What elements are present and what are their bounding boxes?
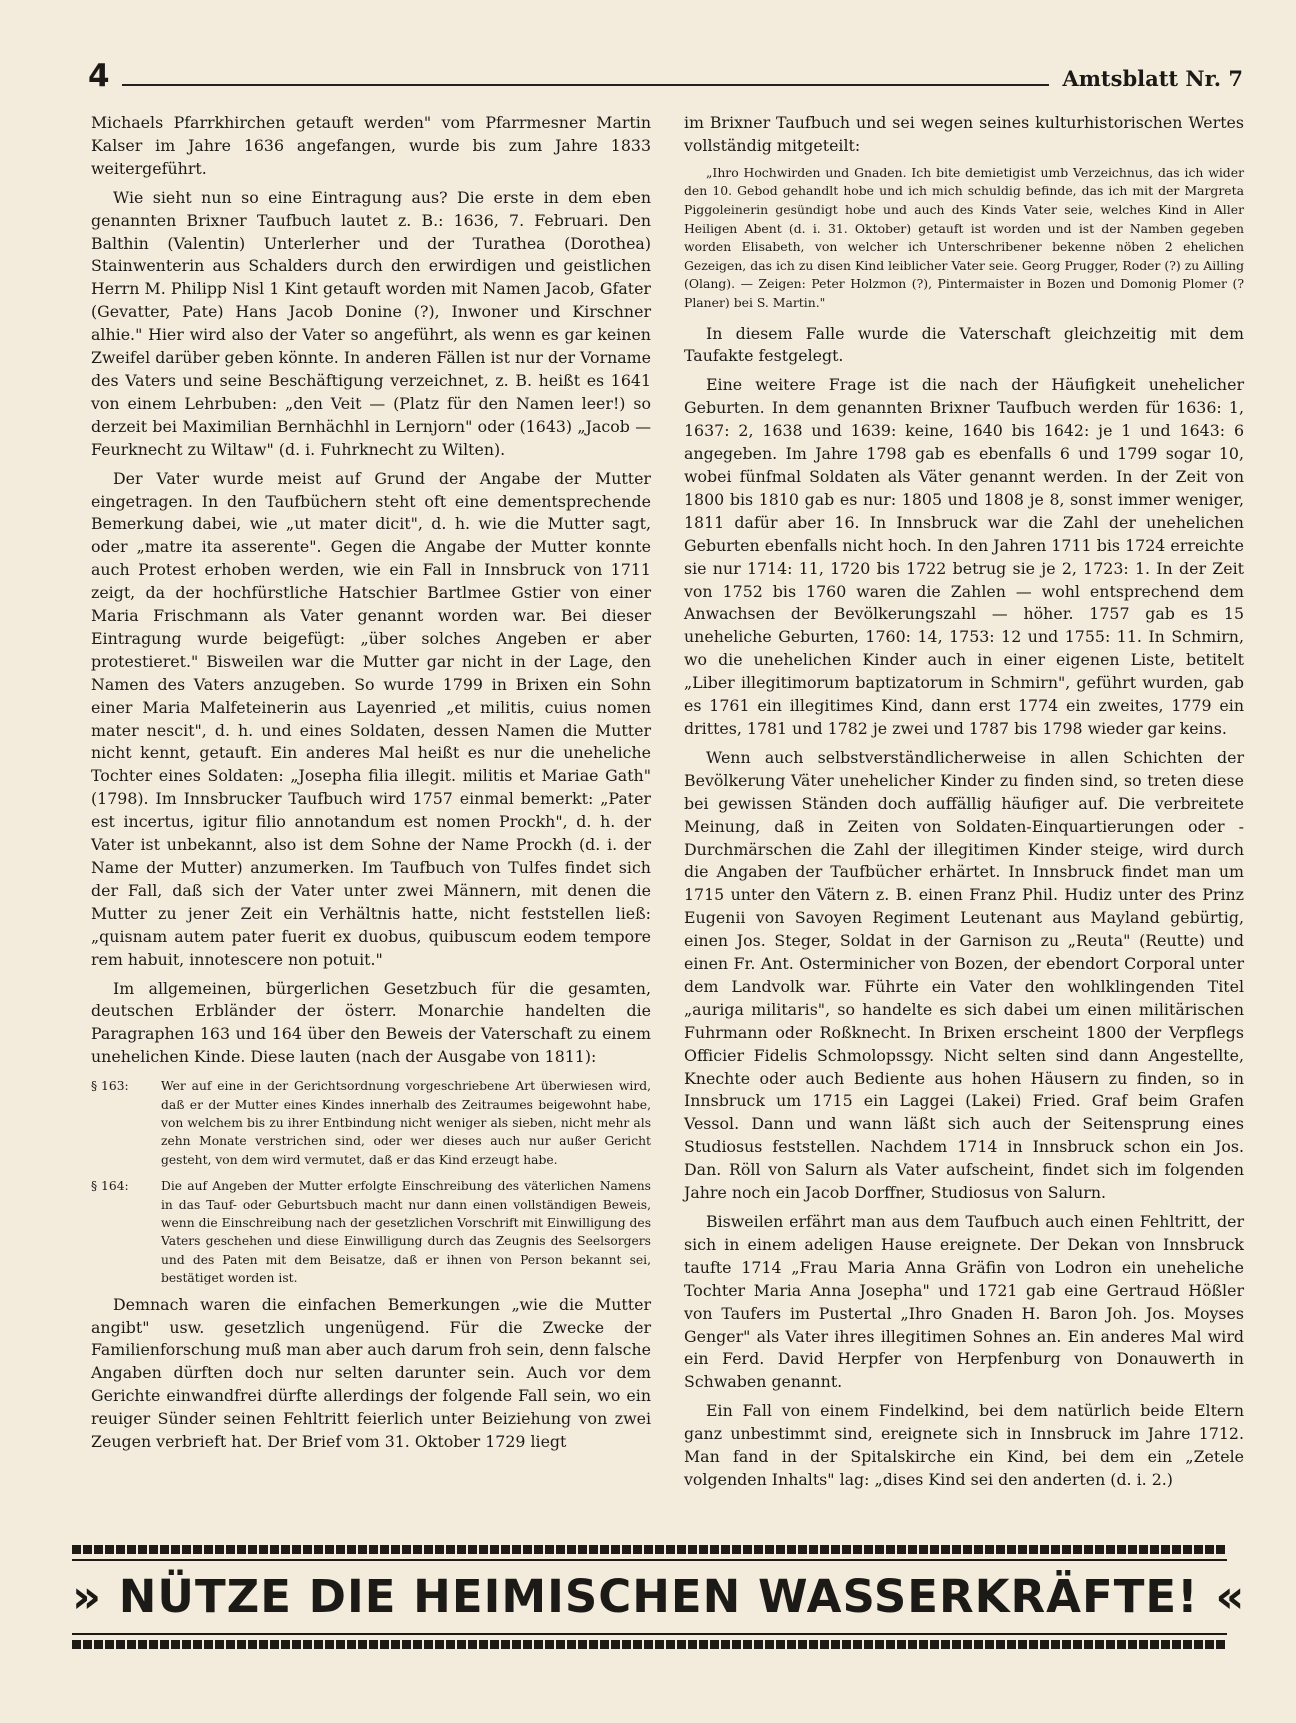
law-text: Wer auf eine in der Gerichtsordnung vorgeschriebene Art überwiesen wird, daß er der Mutter eines Kindes innerhalb des Zeitraumes beigewohnt habe, von welchem bis zu ihrer Entbindung nicht weniger als sieben, nicht mehr als zehn Monate verstrichen sind, oder wer dieses auch nur außer Gericht gesteht, von dem wird vermutet, daß er das Kind erzeugt habe. xyxy=(161,1079,651,1167)
paragraph: im Brixner Taufbuch und sei wegen seines kulturhistorischen Wertes vollständig mitgeteilt: xyxy=(684,113,1244,155)
right-column xyxy=(684,112,1244,1498)
paragraph: Der Vater wurde meist auf Grund der Angabe der Mutter eingetragen. In den Taufbüchern steht oft eine dementsprechende Bemerkung dabei, wie „ut mater dicit", d. h. wie die Mutter sagt, oder „matre ita asserente". Gegen die Angabe der Mutter konnte auch Protest erhoben werden, wie ein Fall in Innsbruck von 1711 zeigt, da der hochfürstliche Hatschier Bartlmee Gstier von einer Maria Frischmann als Vater genannt worden war. Bei dieser Eintragung wurde beigefügt: „über solches Angeben er aber protestieret." Bisweilen war die Mutter gar nicht in der Lage, den Namen des Vaters anzugeben. So wurde 1799 in Brixen ein Sohn einer Maria Malfeteinerin aus Layenried „et militis, cuius nomen mater nescit", d. h. und eines Soldaten, dessen Namen die Mutter nicht kennt, getauft. Ein anderes Mal heißt es nur die uneheliche Tochter eines Soldaten: „Josepha filia illegit. militis et Mariae Gath" (1798). Im Innsbrucker Taufbuch wird 1757 einmal bemerkt: „Pater est incertus, igitur filio annotandum est nomen Prockh", d. h. der Vater ist unbekannt, also ist dem Sohne der Name Prockh (d. i. der Name der Mutter) anzumerken. Im Taufbuch von Tulfes findet sich der Fall, daß sich der Vater unter zwei Männern, mit denen die Mutter zu jener Zeit ein Verhältnis hatte, nicht feststellen ließ: „quisnam autem pater fuerit ex duobus, quibuscum eodem tempore rem habuit, innotescere non potuit." xyxy=(91,468,651,969)
slogan-banner: » NÜTZE DIE HEIMISCHEN WASSERKRÄFTE! « xyxy=(72,1570,1246,1623)
banner-rule-top xyxy=(72,1559,1227,1561)
letter-quote: „Ihro Hochwirden und Gnaden. Ich bite demietigist umb Verzeichnus, das ich wider den 10. Gebod gehandlt hobe und ich mich schuldig befinde, das ich mit der Margreta Piggoleinerin gesündigt hobe und auch des Kinds Vater seie, welches Kind in Aller Heiligen Abent (d. i. 31. Oktober) getauft ist worden und ist der Namben gegeben worden Elisabeth, von welcher ich Unterschribener bekenne nöben 2 ehelichen Gezeigen, das ich zu disen Kind leiblicher Vater seie. Georg Prugger, Roder (?) zu Ailling (Olang). — Zeigen: Peter Holzmon (?), Pintermaister in Bozen und Domonig Plomer (? Planer) bei S. Martin." xyxy=(684,164,1244,310)
paragraph: Wie sieht nun so eine Eintragung aus? Die erste in dem eben genannten Brixner Taufbuch lautet z. B.: 1636, 7. Februari. Den Balthin (Valentin) Unterlerher und der Turathea (Dorothea) Stainwenterin aus Schalders durch den erwirdigen und geistlichen Herrn M. Philipp Nisl 1 Kint getauft worden mit Namen Jacob, Gfater (Gevatter, Pate) Hans Jacob Donine (?), Inwoner und Kirschner alhie." Hier wird also der Vater so angeführt, als wenn es gar keinen Zweifel darüber geben könnte. In anderen Fällen ist nur der Vorname des Vaters und seine Beschäftigung verzeichnet, z. B. heißt es 1641 von einem Lehrbuben: „den Veit — (Platz für den Namen leer!) so derzeit bei Maximilian Bernhächhl in Lernjorn" oder (1643) „Jacob — Feurknecht zu Wiltaw" (d. i. Fuhrknecht zu Wilten). xyxy=(91,187,651,459)
banner-border-bottom xyxy=(72,1640,1227,1649)
banner-rule-bottom xyxy=(72,1633,1227,1635)
paragraph: Michaels Pfarrkhirchen getauft werden" vom Pfarrmesner Martin Kalser im Jahre 1636 angefangen, wurde bis zum Jahre 1833 weitergeführt. xyxy=(91,113,651,178)
page-number: 4 xyxy=(88,58,110,94)
paragraph: Ein Fall von einem Findelkind, bei dem natürlich beide Eltern ganz unbestimmt sind, ereignete sich in Innsbruck im Jahre 1712. Man fand in der Spitalskirche ein Kind, bei dem ein „Zetele volgenden Inhalts" lag: „dises Kind sei den anderten (d. i. 2.) xyxy=(684,1401,1244,1489)
paragraph: Wenn auch selbstverständlicherweise in allen Schichten der Bevölkerung Väter unehelicher Kinder zu finden sind, so treten diese bei gewissen Ständen doch auffällig häufiger auf. Die verbreitete Meinung, daß in Zeiten von Soldaten-Einquartierungen oder -Durchmärschen die Zahl der illegitimen Kinder steige, wird durch die Angaben der Taufbücher erhärtet. In Innsbruck findet man um 1715 unter den Vätern z. B. einen Franz Phil. Hudiz unter des Prinz Eugenii von Savoyen Regiment Leutenant aus Mayland gebürtig, einen Jos. Steger, Soldat in der Garnison zu „Reuta" (Reutte) und einen Fr. Ant. Osterminicher von Bozen, der ebendort Corporal unter dem Landvolk war. Führte ein Vater den wohlklingenden Titel „auriga militaris", so handelte es sich dabei um einen militärischen Fuhrmann oder Roßknecht. In Brixen erscheint 1800 der Verpflegs Officier Fidelis Schmolopssgy. Nicht selten sind dann Angestellte, Knechte oder auch Bediente aus hohen Häusern zu finden, so in Innsbruck um 1715 ein Laggei (Lakei) Fried. Graf beim Grafen Vessol. Dann und wann läßt sich auch der Seitensprung eines Studiosus feststellen. Nachdem 1714 in Innsbruck schon ein Jos. Dan. Röll von Salurn als Vater aufscheint, findet sich im folgenden Jahre noch ein Jacob Dorffner, Studiosus von Salurn. xyxy=(684,747,1244,1203)
header-rule xyxy=(122,84,1049,86)
paragraph: Eine weitere Frage ist die nach der Häufigkeit unehelicher Geburten. In dem genannten Brixner Taufbuch werden für 1636: 1, 1637: 2, 1638 und 1639: keine, 1640 bis 1642: je 1 und 1643: 6 angegeben. Im Jahre 1798 gab es ebenfalls 6 und 1799 sogar 10, wobei fünfmal Soldaten als Väter genannt werden. In der Zeit von 1800 bis 1810 gab es nur: 1805 und 1808 je 8, sonst immer weniger, 1811 dafür aber 16. In Innsbruck war die Zahl der unehelichen Geburten ebenfalls nicht hoch. In den Jahren 1711 bis 1724 erreichte sie nur 1714: 11, 1720 bis 1722 betrug sie je 2, 1723: 1. In der Zeit von 1752 bis 1760 waren die Zahlen — wohl entsprechend dem Anwachsen der Bevölkerungszahl — höher. 1757 gab es 15 uneheliche Geburten, 1760: 14, 1753: 12 und 1755: 11. In Schmirn, wo die unehelichen Kinder auch in einer eigenen Liste, betitelt „Liber illegitimorum baptizatorum in Schmirn", geführt wurden, gab es 1761 ein illegitimes Kind, dann erst 1774 ein zweites, 1779 ein drittes, 1781 und 1782 je zwei und 1787 bis 1798 wieder gar keins. xyxy=(684,375,1244,738)
law-paragraph-163 xyxy=(91,1077,651,1169)
publication-title: Amtsblatt Nr. 7 xyxy=(1062,66,1243,91)
page-header xyxy=(88,58,1243,98)
paragraph: In diesem Falle wurde die Vaterschaft gleichzeitig mit dem Taufakte festgelegt. xyxy=(684,323,1244,366)
left-column xyxy=(91,112,651,1460)
law-paragraph-164 xyxy=(91,1177,651,1287)
paragraph: Im allgemeinen, bürgerlichen Gesetzbuch für die gesamten, deutschen Erbländer der österr. Monarchie handelten die Paragraphen 163 und 164 über den Beweis der Vaterschaft zu einem unehelichen Kinde. Diese lauten (nach der Ausgabe von 1811): xyxy=(91,978,651,1067)
paragraph: Demnach waren die einfachen Bemerkungen „wie die Mutter angibt" usw. gesetzlich ungenügend. Für die Zwecke der Familienforschung muß man aber auch darum froh sein, denn falsche Angaben dürften doch nur selten darunter sein. Auch vor dem Gerichte einwandfrei dürfte allerdings der folgende Fall sein, wo ein reuiger Sünder seinen Fehltritt feierlich unter Beiziehung von zwei Zeugen verbrieft hat. Der Brief vom 31. Oktober 1729 liegt xyxy=(91,1294,651,1452)
paragraph: Bisweilen erfährt man aus dem Taufbuch auch einen Fehltritt, der sich in einem adeligen Hause ereignete. Der Dekan von Innsbruck taufte 1714 „Frau Maria Anna Gräfin von Lodron ein uneheliche Tochter Maria Anna Josepha" und 1721 gab eine Gertraud Hößler von Taufers im Pustertal „Ihro Gnaden H. Baron Joh. Jos. Moyses Genger" als Vater ihres illegitimen Sohnes an. Ein anderes Mal wird ein Ferd. David Herpfer von Herpfenburg von Donauwerth in Schwaben genannt. xyxy=(684,1212,1244,1392)
law-label: § 164: xyxy=(91,1179,129,1194)
law-label: § 163: xyxy=(91,1079,129,1094)
banner-border-top xyxy=(72,1545,1227,1554)
law-text: Die auf Angeben der Mutter erfolgte Einschreibung des väterlichen Namens in das Tauf- oder Geburtsbuch macht nur dann einen vollständigen Beweis, wenn die Einschreibung nach der gesetzlichen Vorschrift mit Einwilligung des Vaters geschehen und diese Einwilligung durch das Zeugnis des Seelsorgers und des Paten mit dem Beisatze, daß er ihnen von Person bekannt sei, bestätiget worden ist. xyxy=(161,1179,651,1286)
